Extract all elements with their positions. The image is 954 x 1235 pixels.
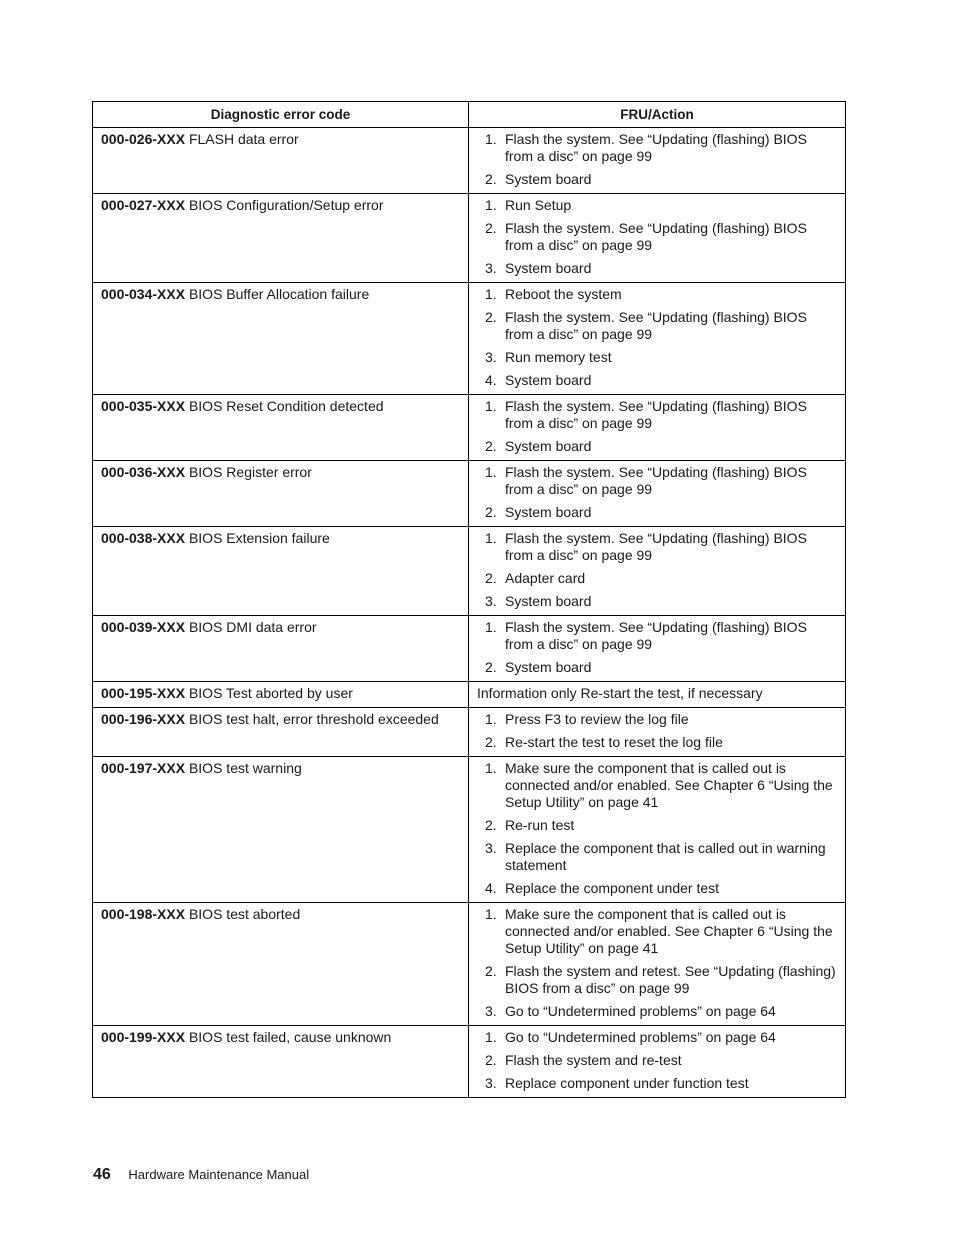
action-list bbox=[477, 464, 837, 521]
action-step bbox=[477, 464, 837, 498]
fru-action-cell bbox=[469, 395, 846, 461]
step-number: 1. bbox=[485, 906, 497, 922]
action-step bbox=[477, 1075, 837, 1092]
error-description: BIOS Test aborted by user bbox=[188, 685, 353, 701]
table-row bbox=[93, 616, 846, 682]
action-step bbox=[477, 286, 837, 303]
step-text: Flash the system and retest. See “Updating (flashing) BIOS from a disc” on page 99 bbox=[505, 963, 836, 996]
step-text: Flash the system. See “Updating (flashing) BIOS from a disc” on page 99 bbox=[505, 398, 807, 431]
step-number: 1. bbox=[485, 197, 497, 213]
step-text: Replace component under function test bbox=[505, 1075, 749, 1091]
step-number: 1. bbox=[485, 760, 497, 776]
error-code: 000-026-XXX bbox=[101, 131, 186, 147]
error-description: FLASH data error bbox=[188, 131, 299, 147]
fru-action-cell bbox=[469, 903, 846, 1026]
table-row bbox=[93, 461, 846, 527]
action-step bbox=[477, 530, 837, 564]
step-number: 3. bbox=[485, 260, 497, 276]
action-step bbox=[477, 659, 837, 676]
fru-action-cell bbox=[469, 283, 846, 395]
step-text: Re-start the test to reset the log file bbox=[505, 734, 723, 750]
action-step bbox=[477, 220, 837, 254]
table-row bbox=[93, 527, 846, 616]
step-number: 1. bbox=[485, 286, 497, 302]
step-text: Reboot the system bbox=[505, 286, 622, 302]
step-text: Press F3 to review the log file bbox=[505, 711, 689, 727]
fru-action-cell bbox=[469, 682, 846, 708]
step-text: Flash the system. See “Updating (flashing) BIOS from a disc” on page 99 bbox=[505, 309, 807, 342]
error-description: BIOS Register error bbox=[188, 464, 312, 480]
step-text: Run Setup bbox=[505, 197, 572, 213]
table-row bbox=[93, 708, 846, 757]
step-text: System board bbox=[505, 593, 592, 609]
column-header-code: Diagnostic error code bbox=[93, 102, 469, 128]
step-text: System board bbox=[505, 260, 592, 276]
error-code: 000-199-XXX bbox=[101, 1029, 186, 1045]
action-step bbox=[477, 349, 837, 366]
step-text: System board bbox=[505, 438, 592, 454]
step-text: Flash the system. See “Updating (flashing) BIOS from a disc” on page 99 bbox=[505, 220, 807, 253]
step-number: 3. bbox=[485, 349, 497, 365]
action-step bbox=[477, 963, 837, 997]
step-number: 2. bbox=[485, 817, 497, 833]
step-number: 1. bbox=[485, 619, 497, 635]
error-code-cell bbox=[93, 527, 469, 616]
step-number: 1. bbox=[485, 711, 497, 727]
error-code-cell bbox=[93, 682, 469, 708]
page-number: 46 bbox=[93, 1166, 111, 1183]
action-step bbox=[477, 570, 837, 587]
fru-action-cell bbox=[469, 194, 846, 283]
step-number: 1. bbox=[485, 464, 497, 480]
fru-action-cell bbox=[469, 527, 846, 616]
step-text: Run memory test bbox=[505, 349, 612, 365]
step-number: 3. bbox=[485, 840, 497, 856]
action-step bbox=[477, 906, 837, 957]
error-code: 000-195-XXX bbox=[101, 685, 186, 701]
footer-title: Hardware Maintenance Manual bbox=[128, 1167, 310, 1182]
error-code-cell bbox=[93, 903, 469, 1026]
table-row bbox=[93, 395, 846, 461]
action-step bbox=[477, 171, 837, 188]
step-text: Go to “Undetermined problems” on page 64 bbox=[505, 1003, 776, 1019]
error-description: BIOS Configuration/Setup error bbox=[188, 197, 384, 213]
error-description: BIOS Buffer Allocation failure bbox=[188, 286, 370, 302]
fru-action-cell bbox=[469, 757, 846, 903]
action-step bbox=[477, 504, 837, 521]
action-step bbox=[477, 1003, 837, 1020]
step-number: 1. bbox=[485, 530, 497, 546]
error-code-cell bbox=[93, 395, 469, 461]
step-text: Adapter card bbox=[505, 570, 586, 586]
error-code-cell bbox=[93, 128, 469, 194]
step-number: 4. bbox=[485, 372, 497, 388]
action-list bbox=[477, 197, 837, 277]
step-text: Flash the system and re-test bbox=[505, 1052, 682, 1068]
step-number: 1. bbox=[485, 398, 497, 414]
column-header-action: FRU/Action bbox=[469, 102, 846, 128]
step-text: Flash the system. See “Updating (flashing) BIOS from a disc” on page 99 bbox=[505, 619, 807, 652]
step-number: 3. bbox=[485, 593, 497, 609]
error-description: BIOS test halt, error threshold exceeded bbox=[188, 711, 439, 727]
action-list bbox=[477, 1029, 837, 1092]
action-step bbox=[477, 593, 837, 610]
error-code: 000-196-XXX bbox=[101, 711, 186, 727]
step-text: Flash the system. See “Updating (flashing) BIOS from a disc” on page 99 bbox=[505, 464, 807, 497]
table-row bbox=[93, 682, 846, 708]
action-list bbox=[477, 398, 837, 455]
table-row bbox=[93, 1026, 846, 1098]
step-text: Make sure the component that is called out is connected and/or enabled. See Chapter 6 “Using the Setup Utility” on page 41 bbox=[505, 906, 833, 956]
error-code-cell bbox=[93, 708, 469, 757]
error-code-cell bbox=[93, 194, 469, 283]
step-number: 2. bbox=[485, 659, 497, 675]
action-step bbox=[477, 398, 837, 432]
step-text: Flash the system. See “Updating (flashing) BIOS from a disc” on page 99 bbox=[505, 530, 807, 563]
step-number: 2. bbox=[485, 309, 497, 325]
action-step bbox=[477, 734, 837, 751]
action-list bbox=[477, 131, 837, 188]
step-text: Flash the system. See “Updating (flashing) BIOS from a disc” on page 99 bbox=[505, 131, 807, 164]
error-code-cell bbox=[93, 757, 469, 903]
page-footer bbox=[93, 1166, 309, 1184]
error-code: 000-039-XXX bbox=[101, 619, 186, 635]
error-code-cell bbox=[93, 283, 469, 395]
step-number: 2. bbox=[485, 220, 497, 236]
step-text: System board bbox=[505, 171, 592, 187]
error-description: BIOS DMI data error bbox=[188, 619, 317, 635]
step-text: Replace the component that is called out in warning statement bbox=[505, 840, 826, 873]
fru-action-cell bbox=[469, 616, 846, 682]
action-step bbox=[477, 817, 837, 834]
step-text: Replace the component under test bbox=[505, 880, 720, 896]
error-code: 000-038-XXX bbox=[101, 530, 186, 546]
error-code-cell bbox=[93, 1026, 469, 1098]
action-list bbox=[477, 906, 837, 1020]
fru-action-cell bbox=[469, 708, 846, 757]
action-step bbox=[477, 197, 837, 214]
action-step bbox=[477, 1029, 837, 1046]
step-text: System board bbox=[505, 659, 592, 675]
action-list bbox=[477, 530, 837, 610]
step-number: 2. bbox=[485, 504, 497, 520]
action-step bbox=[477, 260, 837, 277]
action-step bbox=[477, 131, 837, 165]
step-number: 2. bbox=[485, 734, 497, 750]
step-text: Make sure the component that is called out is connected and/or enabled. See Chapter 6 “Using the Setup Utility” on page 41 bbox=[505, 760, 833, 810]
diagnostic-error-table bbox=[92, 101, 846, 1098]
step-number: 1. bbox=[485, 1029, 497, 1045]
action-list bbox=[477, 286, 837, 389]
action-info: Information only Re-start the test, if necessary bbox=[477, 685, 763, 701]
table-row bbox=[93, 194, 846, 283]
table-row bbox=[93, 283, 846, 395]
step-number: 2. bbox=[485, 570, 497, 586]
error-description: BIOS Reset Condition detected bbox=[188, 398, 384, 414]
step-number: 2. bbox=[485, 963, 497, 979]
step-number: 1. bbox=[485, 131, 497, 147]
action-step bbox=[477, 840, 837, 874]
step-text: Re-run test bbox=[505, 817, 575, 833]
action-step bbox=[477, 880, 837, 897]
error-description: BIOS test aborted bbox=[188, 906, 301, 922]
step-number: 4. bbox=[485, 880, 497, 896]
error-description: BIOS Extension failure bbox=[188, 530, 330, 546]
error-code: 000-027-XXX bbox=[101, 197, 186, 213]
error-description: BIOS test failed, cause unknown bbox=[188, 1029, 392, 1045]
action-list bbox=[477, 711, 837, 751]
action-list bbox=[477, 619, 837, 676]
action-step bbox=[477, 438, 837, 455]
step-number: 2. bbox=[485, 1052, 497, 1068]
action-step bbox=[477, 619, 837, 653]
error-description: BIOS test warning bbox=[188, 760, 302, 776]
error-code: 000-197-XXX bbox=[101, 760, 186, 776]
action-step bbox=[477, 760, 837, 811]
step-number: 2. bbox=[485, 438, 497, 454]
step-number: 3. bbox=[485, 1003, 497, 1019]
step-number: 3. bbox=[485, 1075, 497, 1091]
error-code: 000-035-XXX bbox=[101, 398, 186, 414]
fru-action-cell bbox=[469, 128, 846, 194]
action-step bbox=[477, 309, 837, 343]
fru-action-cell bbox=[469, 1026, 846, 1098]
step-number: 2. bbox=[485, 171, 497, 187]
table-body bbox=[93, 128, 846, 1098]
step-text: Go to “Undetermined problems” on page 64 bbox=[505, 1029, 776, 1045]
error-code: 000-198-XXX bbox=[101, 906, 186, 922]
error-code: 000-036-XXX bbox=[101, 464, 186, 480]
action-list bbox=[477, 760, 837, 897]
table-row bbox=[93, 128, 846, 194]
table-row bbox=[93, 757, 846, 903]
table-header-row bbox=[93, 102, 846, 128]
step-text: System board bbox=[505, 504, 592, 520]
error-code: 000-034-XXX bbox=[101, 286, 186, 302]
step-text: System board bbox=[505, 372, 592, 388]
fru-action-cell bbox=[469, 461, 846, 527]
error-code-cell bbox=[93, 461, 469, 527]
table-row bbox=[93, 903, 846, 1026]
action-step bbox=[477, 1052, 837, 1069]
action-step bbox=[477, 372, 837, 389]
error-code-cell bbox=[93, 616, 469, 682]
action-step bbox=[477, 711, 837, 728]
